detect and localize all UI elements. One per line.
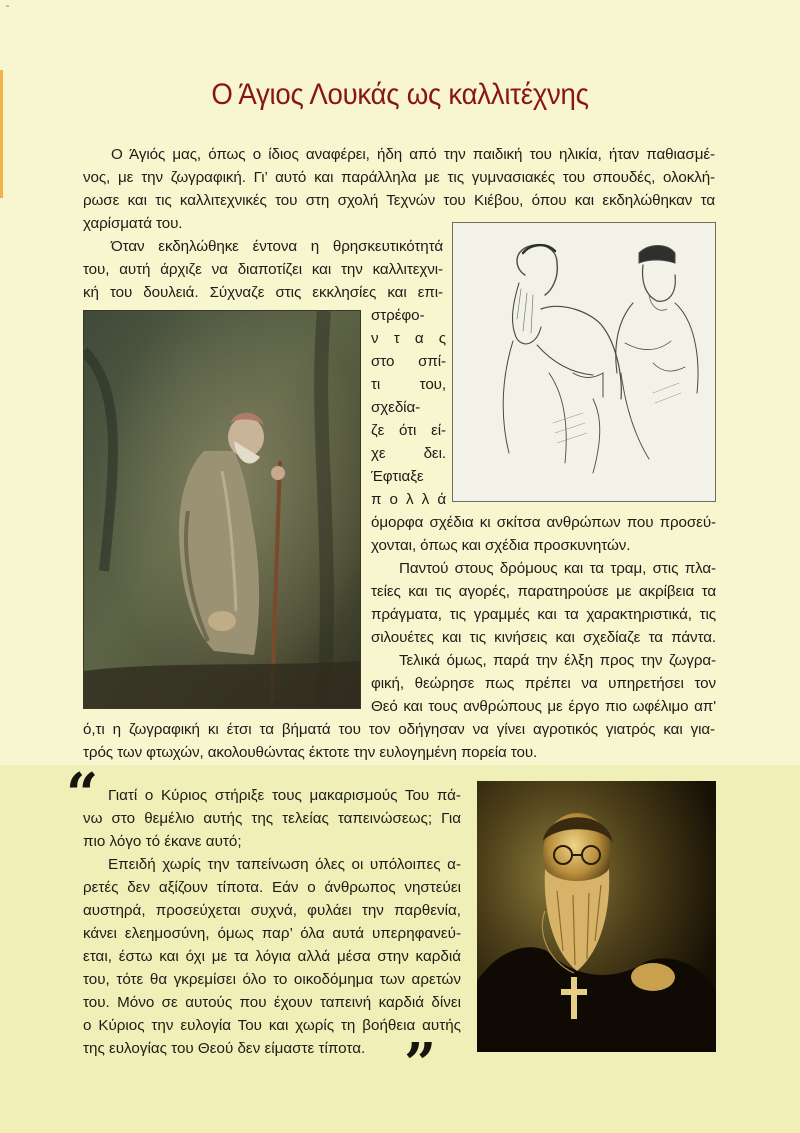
quote-line: Επειδή χωρίς την ταπείνωση όλες οι υπόλοιπες α-: [108, 856, 461, 873]
crop-mark-top: -: [6, 1, 10, 12]
pencil-sketch-image: [452, 222, 716, 502]
article-line: Τελικά όμως, παρά την έλξη προς την ζωγρα-: [399, 652, 716, 669]
quote-line: νω στο θεμέλιο αυτής της τελείας ταπεινώσεως; Για: [83, 810, 461, 827]
quote-line: του. Μόνο σε αυτούς που έχουν ταπεινή καρδιά δίνει: [83, 994, 461, 1011]
close-quote-mark: ”: [404, 1031, 437, 1097]
article-line: Ο Άγιός μας, όπως ο ίδιος αναφέρει, ήδη από την παιδική του ηλικία, ήταν παθιασμέ-: [111, 146, 715, 163]
quote-line: εται, έστω και όχι με τα λόγια αλλά μέσα στην καρδιά: [83, 948, 461, 965]
article-line: τι του,: [371, 376, 446, 393]
quote-line: ο Κύριος την ευλογία Του και χωρίς τη βοήθεια αυτής: [83, 1017, 461, 1034]
article-line: Όταν εκδηλώθηκε έντονα η θρησκευτικότητά: [111, 238, 443, 255]
article-line: τείες και τις αγορές, παρατηρούσε με ακρίβεια τα: [371, 583, 716, 600]
article-line: όμορφα σχέδια κι σκίτσα ανθρώπων που προσεύ-: [371, 514, 716, 531]
article-line: ζε ότι εί-: [371, 422, 446, 439]
quote-line: αυστηρά, προσεύχεται συχνά, φυλάει την παρθενία,: [83, 902, 461, 919]
quote-line: του, τότε θα γκρεμίσει όλο το οικοδόμημα των αρετών: [83, 971, 461, 988]
quote-line: Γιατί ο Κύριος στήριξε τους μακαρισμούς Του πά-: [108, 787, 461, 804]
orange-margin-marker: [0, 70, 3, 198]
article-line: πράγματα, τις γραμμές και τα χαρακτηριστικά, τις: [371, 606, 716, 623]
article-line: του, αυτή άρχιζε να διαποτίζει και την καλλιτεχνι-: [83, 261, 443, 278]
article-line: νος, με την ζωγραφική. Γι’ αυτό και παράλληλα με τις γυμνασιακές του σπουδές, ολοκλή-: [83, 169, 715, 186]
article-line: ρωσε και τις καλλιτεχνικές του στη σχολή Τεχνών του Κιέβου, όπου και εκδηλώθηκαν τα: [83, 192, 715, 209]
article-line: ν τ α ς: [371, 330, 446, 347]
quote-line: κάνει ελεημοσύνη, όμως παρ’ όλα αυτά υπερηφανεύ-: [83, 925, 461, 942]
article-line: στο σπί-: [371, 353, 446, 370]
page-title: Ο Άγιος Λουκάς ως καλλιτέχνης: [211, 78, 589, 111]
painting-pilgrim-image: [83, 310, 361, 709]
article-line: τρός των φτωχών, ακολουθώντας έκτοτε την ευλογημένη πορεία του.: [83, 744, 538, 761]
article-line: Θεό και τους ανθρώπους με έργο πιο ωφέλιμο απ': [371, 698, 716, 715]
article-line: χε δει.: [371, 445, 446, 462]
article-line: κή του δουλειά. Σύχναζε στις εκκλησίες και επι-: [83, 284, 443, 301]
open-quote-mark: “: [66, 761, 99, 827]
article-line: Έφτιαξε: [371, 468, 424, 485]
article-line: ό,τι η ζωγραφική κι έτσι τα βήματά του τον οδήγησαν να γίνει αγροτικός γιατρός και για-: [83, 721, 715, 738]
portrait-photo-image: [477, 781, 716, 1052]
quote-line: ρετές δεν αξίζουν τίποτα. Εάν ο άνθρωπος νηστεύει: [83, 879, 461, 896]
quote-line: της ευλογίας του Θεού δεν είμαστε τίποτα.: [83, 1040, 366, 1057]
article-line: Παντού στους δρόμους και τα τραμ, στις πλα-: [399, 560, 716, 577]
quote-line: πιο λόγο τό έκανε αυτό;: [83, 833, 242, 850]
article-line: χαρίσματά του.: [83, 215, 183, 232]
article-line: φική, θεώρησε πως πρέπει να υπηρετήσει τον: [371, 675, 716, 692]
article-line: π ο λ λ ά: [371, 491, 446, 508]
article-line: σχεδία-: [371, 399, 421, 416]
article-line: σιλουέτες και τις κινήσεις και σχεδίαζε τα πάντα.: [371, 629, 716, 646]
article-line: χονται, όπως και σχέδια προσκυνητών.: [371, 537, 631, 554]
article-line: στρέφο-: [371, 307, 425, 324]
